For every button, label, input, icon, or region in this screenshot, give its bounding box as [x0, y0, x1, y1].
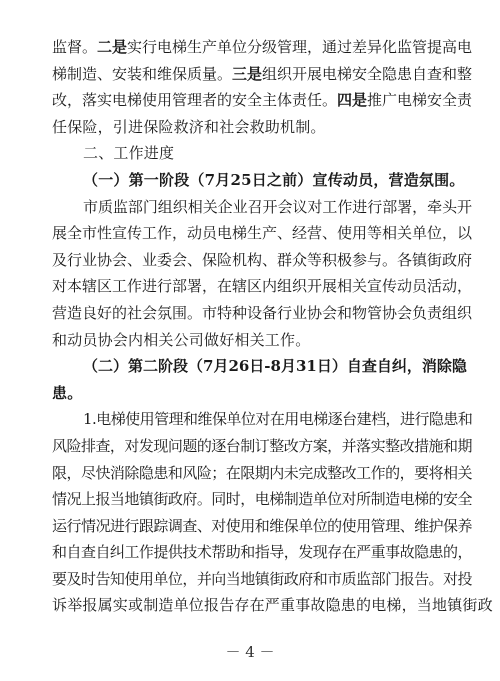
- text-run: 市质监部门组织相关企业召开会议对工作进行部署，牵头开: [83, 197, 473, 216]
- text-line: [52, 433, 472, 460]
- text-line: [52, 513, 472, 540]
- text-run: 组织开展电梯安全隐患自查和整: [262, 64, 473, 83]
- text-line: [52, 140, 472, 167]
- paragraph: [52, 194, 472, 354]
- text-run: 推广电梯安全责: [367, 91, 473, 110]
- section-heading: [52, 140, 472, 167]
- text-run: 运行情况进行跟踪调查、对使用和维保单位的使用管理、维护保养: [52, 516, 473, 535]
- paragraph: [52, 34, 472, 140]
- text-line: [52, 539, 472, 566]
- text-line: [52, 353, 472, 380]
- text-run: 展全市性宣传工作，动员电梯生产、经营、使用等相关单位，以: [52, 224, 473, 243]
- bold-run: 四是: [337, 91, 368, 110]
- text-line: [52, 327, 472, 354]
- text-line: [52, 300, 472, 327]
- text-line: [52, 460, 472, 487]
- text-run: 任保险，引进保险救济和社会救助机制。: [52, 117, 326, 136]
- text-line: [52, 220, 472, 247]
- text-line: [52, 194, 472, 221]
- text-run: 限，尽快消除隐患和风险；在限期内未完成整改工作的，要将相关: [52, 463, 473, 482]
- text-run: 对本辖区工作进行部署，在辖区内组织开展相关宣传动员活动，: [52, 277, 473, 296]
- text-line: [52, 592, 493, 619]
- document-body: [52, 34, 493, 619]
- text-line: [52, 566, 472, 593]
- text-line: [52, 114, 472, 141]
- text-run: 要及时告知使用单位，并向当地镇街政府和市质监部门报告。对投: [52, 569, 473, 588]
- text-run: 二、工作进度: [83, 144, 175, 163]
- bold-run: 二是: [97, 38, 128, 56]
- text-run: 改，落实电梯使用管理者的安全主体责任。: [52, 91, 338, 110]
- text-line: [52, 406, 472, 433]
- text-run: 实行电梯生产单位分级管理，通过差异化监管提高电: [127, 38, 473, 56]
- text-run: 梯制造、安装和维保质量。: [52, 64, 233, 83]
- text-line: [52, 247, 472, 274]
- subsection-heading: [52, 353, 472, 406]
- text-run: 监督。: [52, 38, 98, 56]
- text-line: [52, 273, 472, 300]
- bold-run: 三是: [232, 64, 263, 83]
- text-run: 诉举报属实或制造单位报告存在严重事故隐患的电梯，当地镇街政: [52, 596, 493, 615]
- paragraph: [52, 406, 493, 619]
- page-number: － 4 －: [225, 643, 275, 661]
- text-run: 患。: [52, 383, 83, 402]
- text-line: [52, 34, 472, 61]
- text-line: [52, 380, 472, 407]
- text-run: （二）第二阶段（7月26日-8月31日）自查自纠，消除隐: [83, 357, 467, 376]
- subsection-heading: [52, 167, 472, 194]
- text-run: 风险排查，对发现问题的逐台制订整改方案，并落实整改措施和期: [52, 436, 473, 455]
- text-run: （一）第一阶段（7月25日之前）宣传动员，营造氛围。: [83, 170, 465, 189]
- text-run: 情况上报当地镇街政府。同时，电梯制造单位对所制造电梯的安全: [52, 490, 473, 509]
- text-line: [52, 87, 472, 114]
- text-line: [52, 61, 472, 88]
- text-run: 1.电梯使用管理和维保单位对在用电梯逐台建档，进行隐患和: [83, 410, 473, 429]
- text-line: [52, 486, 472, 513]
- text-run: 及行业协会、业委会、保险机构、群众等积极参与。各镇街政府: [52, 250, 473, 269]
- text-run: 和动员协会内相关公司做好相关工作。: [52, 330, 311, 349]
- text-line: [52, 167, 472, 194]
- text-run: 和自查自纠工作提供技术帮助和指导，发现存在严重事故隐患的，: [52, 543, 473, 562]
- text-run: 营造良好的社会氛围。市特种设备行业协会和物管协会负责组织: [52, 303, 473, 322]
